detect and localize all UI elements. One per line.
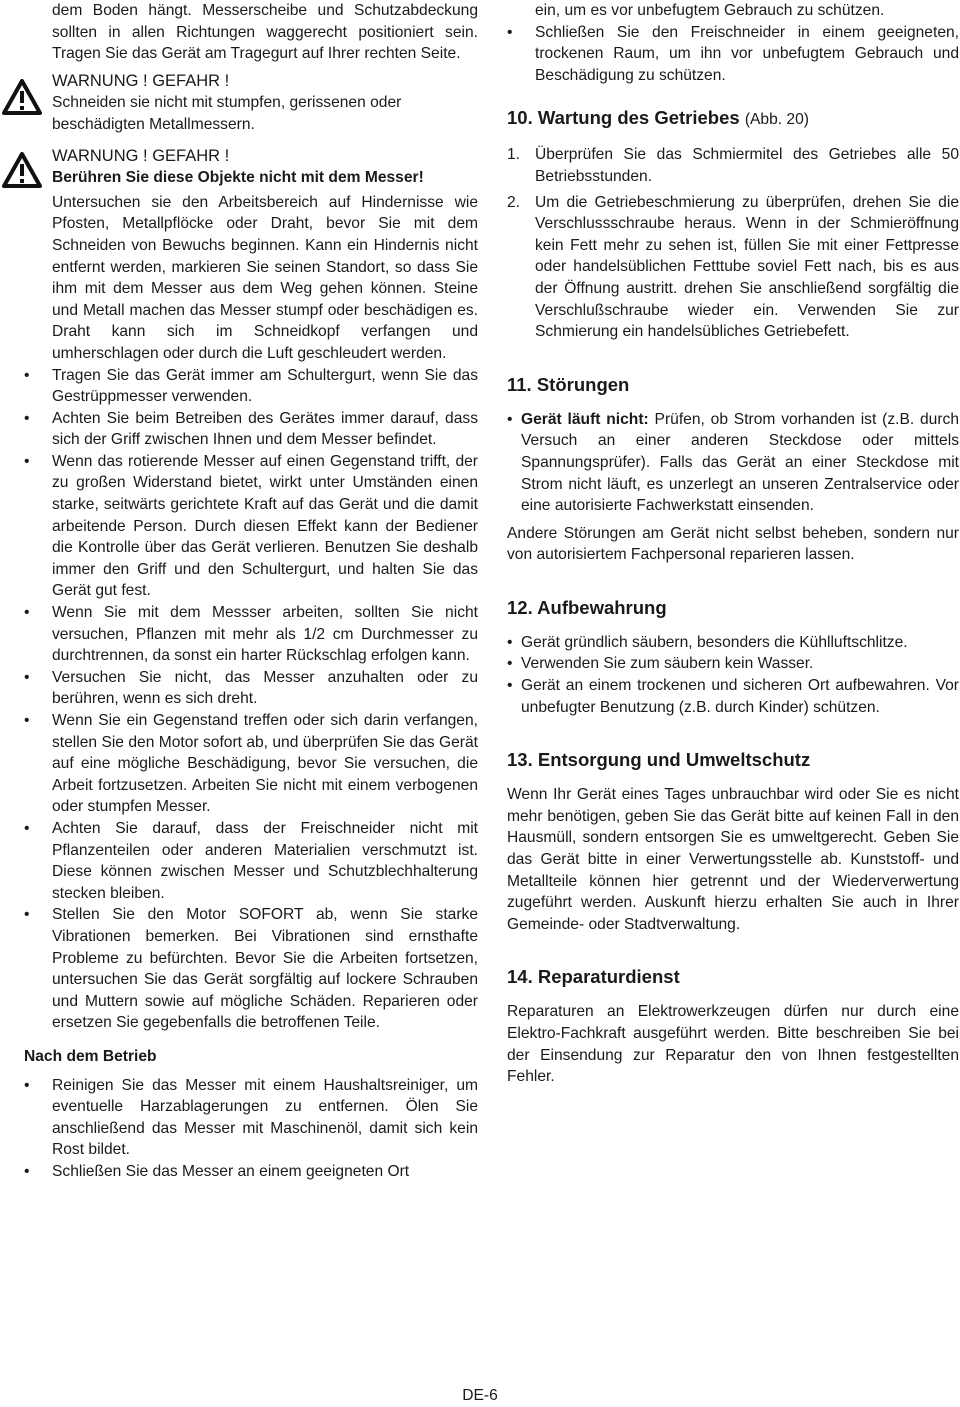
storage-list — [507, 632, 959, 718]
section-14-heading: 14. Reparaturdienst — [507, 966, 680, 988]
section-10-heading — [507, 106, 959, 132]
list-item: • Stellen Sie den Motor SOFORT ab, wenn Sie starke Vibrationen bemerken. Bei Vibrationen sind ernsthafte Probleme zu befürchten. Bevor Sie die Arbeiten fortsetzen, untersuchen Sie das Gerät sorgfältig auf lockere Schrauben und Muttern sowie auf mögliche Schäden. Reparieren oder ersetzen Sie gegebenfalls die betroffenen Teile. — [24, 904, 478, 1034]
safety-bullet-list — [24, 365, 478, 1034]
item-text: Um die Getriebeschmierung zu überprüfen, drehen Sie die Verschlussschraube heraus. Wenn in der Schmieröffnung kein Fett mehr zu sehen ist, füllen Sie mit einer Fettpresse oder handelsüblichen Fetttube soviel Fett nach, bis es aus der Öffnung austritt. drehen Sie anschließend sorgfältig die Verschlußschraube wieder ein. Verwenden Sie zur Schmierung ein handelsübliches Getriebefett. — [535, 193, 959, 341]
warning-text: Schneiden sie nicht mit stumpfen, gerissenen oder beschädigten Metallmessern. — [52, 94, 402, 133]
list-item: • Wenn Sie mit dem Messser arbeiten, sollten Sie nicht versuchen, Pflanzen mit mehr als 1/2 cm Durchmesser zu durchtrennen, da sonst ein harter Rückschlag erfolgen kann. — [24, 602, 478, 667]
warning-title: WARNUNG ! GEFAHR ! — [52, 146, 230, 165]
warning-triangle-icon — [2, 152, 42, 188]
list-item: • Versuchen Sie nicht, das Messer anzuhalten oder zu berühren, wenn es sich dreht. — [24, 667, 478, 710]
item-text: Überprüfen Sie das Schmiermitel des Getriebes alle 50 Betriebsstunden. — [535, 146, 959, 185]
section-11-heading: 11. Störungen — [507, 373, 630, 395]
disposal-paragraph: Wenn Ihr Gerät eines Tages unbrauchbar wird oder Sie es nicht mehr benötigen, geben Sie das Gerät bitte auf keinen Fall in den Hausmüll, sondern entsorgen Sie es umweltgerecht. Geben Sie das Gerät bitte in einer Verwertungsstelle ab. Kunststoff- und Metallteile können hier getrennt und der Wiederverwertung zugeführt werden. Auskunft hierzu erhalten Sie auch in Ihrer Gemeinde- oder Stadtverwaltung. — [507, 786, 959, 933]
list-item: • Verwenden Sie zum säubern kein Wasser. — [507, 653, 959, 675]
warning-title: WARNUNG ! GEFAHR ! — [52, 71, 230, 90]
item-label: Gerät läuft nicht: — [521, 410, 649, 428]
troubleshooting-paragraph: Andere Störungen am Gerät nicht selbst beheben, sondern nur von autorisiertem Fachpersonal reparieren lassen. — [507, 524, 959, 564]
list-item — [507, 192, 959, 343]
repair-paragraph: Reparaturen an Elektrowerkzeugen dürfen nur durch eine Elektro-Fachkraft ausgeführt werden. Bitte beschreiben Sie bei der Einsendung zur Reparatur den von Ihnen festgestellten Fehler. — [507, 1003, 959, 1086]
troubleshooting-list — [507, 409, 959, 517]
right-column — [507, 0, 959, 1088]
continued-list — [507, 22, 959, 87]
list-item: • Gerät an einem trockenen und sicheren Ort aufbewahren. Vor unbefugter Benutzung (z.B. durch Kinder) schützen. — [507, 675, 959, 718]
obstacle-paragraph: Untersuchen sie den Arbeitsbereich auf Hindernisse wie Pfosten, Metallpflöcke oder Draht, bevor Sie mit dem Schneiden von Bewuchs beginnen. Kann ein Hindernis nicht entfernt werden, markieren Sie seinen Standort, so dass Sie ihm mit dem Messer aus dem Weg gehen können. Steine und Metall machen das Messer stumpf oder beschädigen es. Draht kann sich im Schneidkopf verfangen und umherschlagen oder durch die Luft geschleudert werden. — [52, 193, 478, 362]
section-13-heading: 13. Entsorgung und Umweltschutz — [507, 749, 811, 771]
after-operation-heading: Nach dem Betrieb — [24, 1047, 157, 1065]
list-item: • Achten Sie darauf, dass der Freischneider nicht mit Pflanzenteilen oder anderen Materialien verschmutzt ist. Diese können zwischen Messer und Schutzblechhalterung stecken bleiben. — [24, 818, 478, 904]
warning-text: Berühren Sie diese Objekte nicht mit dem Messer! — [52, 169, 424, 187]
section-12-heading: 12. Aufbewahrung — [507, 596, 667, 618]
list-item — [507, 409, 959, 517]
list-item: • Reinigen Sie das Messer mit einem Haushaltsreiniger, um eventuelle Harzablagerungen zu entfernen. Ölen Sie anschließend das Messer mit Maschinenöl, damit sich kein Rost bildet. — [24, 1075, 478, 1161]
item-text: Prüfen, ob Strom vorhanden ist (z.B. durch Versuch an einer anderen Steckdose oder mittels Spannungsprüfer). Falls das Gerät an einer Steckdose mit Strom nicht läuft, es unzerlegt an unseren Zentralservice oder eine autorisierte Fachwerkstatt einsenden. — [521, 410, 960, 515]
page-number: DE-6 — [462, 1387, 498, 1404]
warning-block-2 — [24, 146, 478, 189]
list-item: • Tragen Sie das Gerät immer am Schultergurt, wenn Sie das Gestrüppmesser verwenden. — [24, 365, 478, 408]
item-number: 1. — [507, 146, 521, 164]
list-item: • Gerät gründlich säubern, besonders die Kühlluftschlitze. — [507, 632, 959, 654]
continued-line: ein, um es vor unbefugtem Gebrauch zu schützen. — [535, 2, 885, 19]
left-column — [24, 0, 478, 1182]
item-number: 2. — [507, 193, 521, 211]
section-title: 10. Wartung des Getriebes — [507, 107, 740, 129]
maintenance-list — [507, 144, 959, 342]
after-operation-list — [24, 1075, 478, 1183]
list-item — [507, 144, 959, 187]
intro-paragraph: dem Boden hängt. Messerscheibe und Schutzabdeckung sollten in allen Richtungen waggerecht positioniert sein. Tragen Sie das Gerät am Tragegurt auf Ihrer rechten Seite. — [52, 2, 478, 63]
list-item: • Schließen Sie das Messer an einem geeigneten Ort — [24, 1161, 478, 1183]
list-item: • Wenn Sie ein Gegenstand treffen oder sich darin verfangen, stellen Sie den Motor sofort ab, und überprüfen Sie das Gerät auf eine mögliche Beschädigung, bevor Sie versuchen, die Arbeit fortzusetzen. Arbeiten Sie nicht mit einem verbogenen oder stumpfen Messer. — [24, 710, 478, 818]
list-item: • Schließen Sie den Freischneider in einem geeigneten, trockenen Raum, um ihn vor unbefugtem Gebrauch und Beschädigung zu schützen. — [507, 22, 959, 87]
list-item: • Achten Sie beim Betreiben des Gerätes immer darauf, dass sich der Griff zwischen Ihnen und dem Messer befindet. — [24, 408, 478, 451]
warning-triangle-icon — [2, 79, 42, 115]
list-item: • Wenn das rotierende Messer auf einen Gegenstand trifft, der zu großen Widerstand bietet, wirkt unter Umständen einen starke, seitwärts gerichtete Kraft auf das Gerät und die damit arbeitende Person. Durch diesen Effekt kann der Bediener die Kontrolle über das Gerät verlieren. Benutzen Sie deshalb immer den Griff und den Schultergurt, und halten Sie das Gerät gut fest. — [24, 451, 478, 602]
figure-reference: (Abb. 20) — [744, 111, 809, 129]
warning-block-1 — [24, 71, 478, 136]
